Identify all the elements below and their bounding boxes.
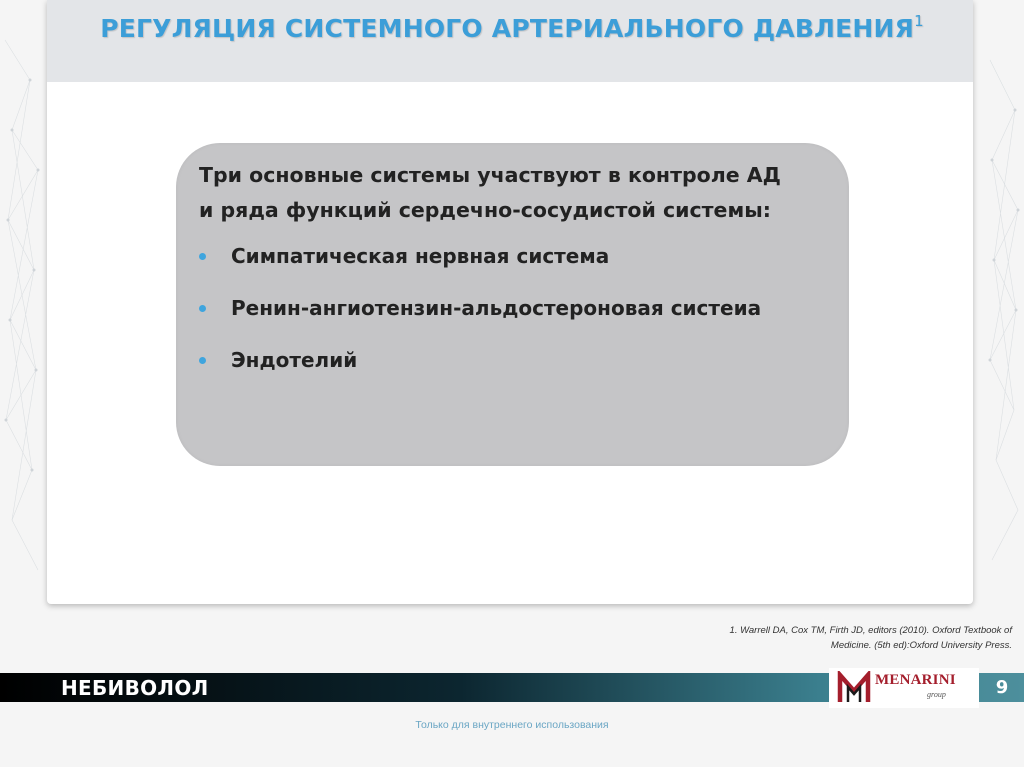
title-footnote-marker: 1 [914,12,924,30]
reference-line-2: Medicine. (5th ed):Oxford University Press. [830,640,1012,651]
logo-subtext: group [927,690,946,699]
intro-line-1: Три основные системы участвуют в контроле АД [199,163,781,187]
internal-use-note: Только для внутреннего использования [415,719,609,731]
bullet-dot-icon [199,305,206,312]
intro-text [199,158,839,228]
bullet-text: Эндотелий [231,348,358,372]
product-name: НЕБИВОЛОЛ [61,676,209,700]
logo-wordmark: MENARINI [875,672,956,688]
reference-line-1: 1. Warrell DA, Cox TM, Firth JD, editors (2010). Oxford Textbook of [729,625,1012,636]
bullet-item [199,290,839,342]
bullet-text: Симпатическая нервная система [231,244,610,268]
bullet-dot-icon [199,253,206,260]
bullet-item [199,342,839,394]
bullet-item [199,238,839,290]
slide-title [0,14,1024,43]
menarini-logo [829,668,979,708]
bullet-dot-icon [199,357,206,364]
page-number: 9 [995,677,1009,698]
reference-footnote [672,623,1012,653]
bullet-text: Ренин-ангиотензин-альдостероновая систеиа [231,296,762,320]
menarini-m-icon [837,671,871,705]
slide-title-text: РЕГУЛЯЦИЯ СИСТЕМНОГО АРТЕРИАЛЬНОГО ДАВЛЕНИЯ [100,14,915,43]
intro-line-2: и ряда функций сердечно-сосудистой системы: [199,198,771,222]
bullet-list [199,238,839,394]
